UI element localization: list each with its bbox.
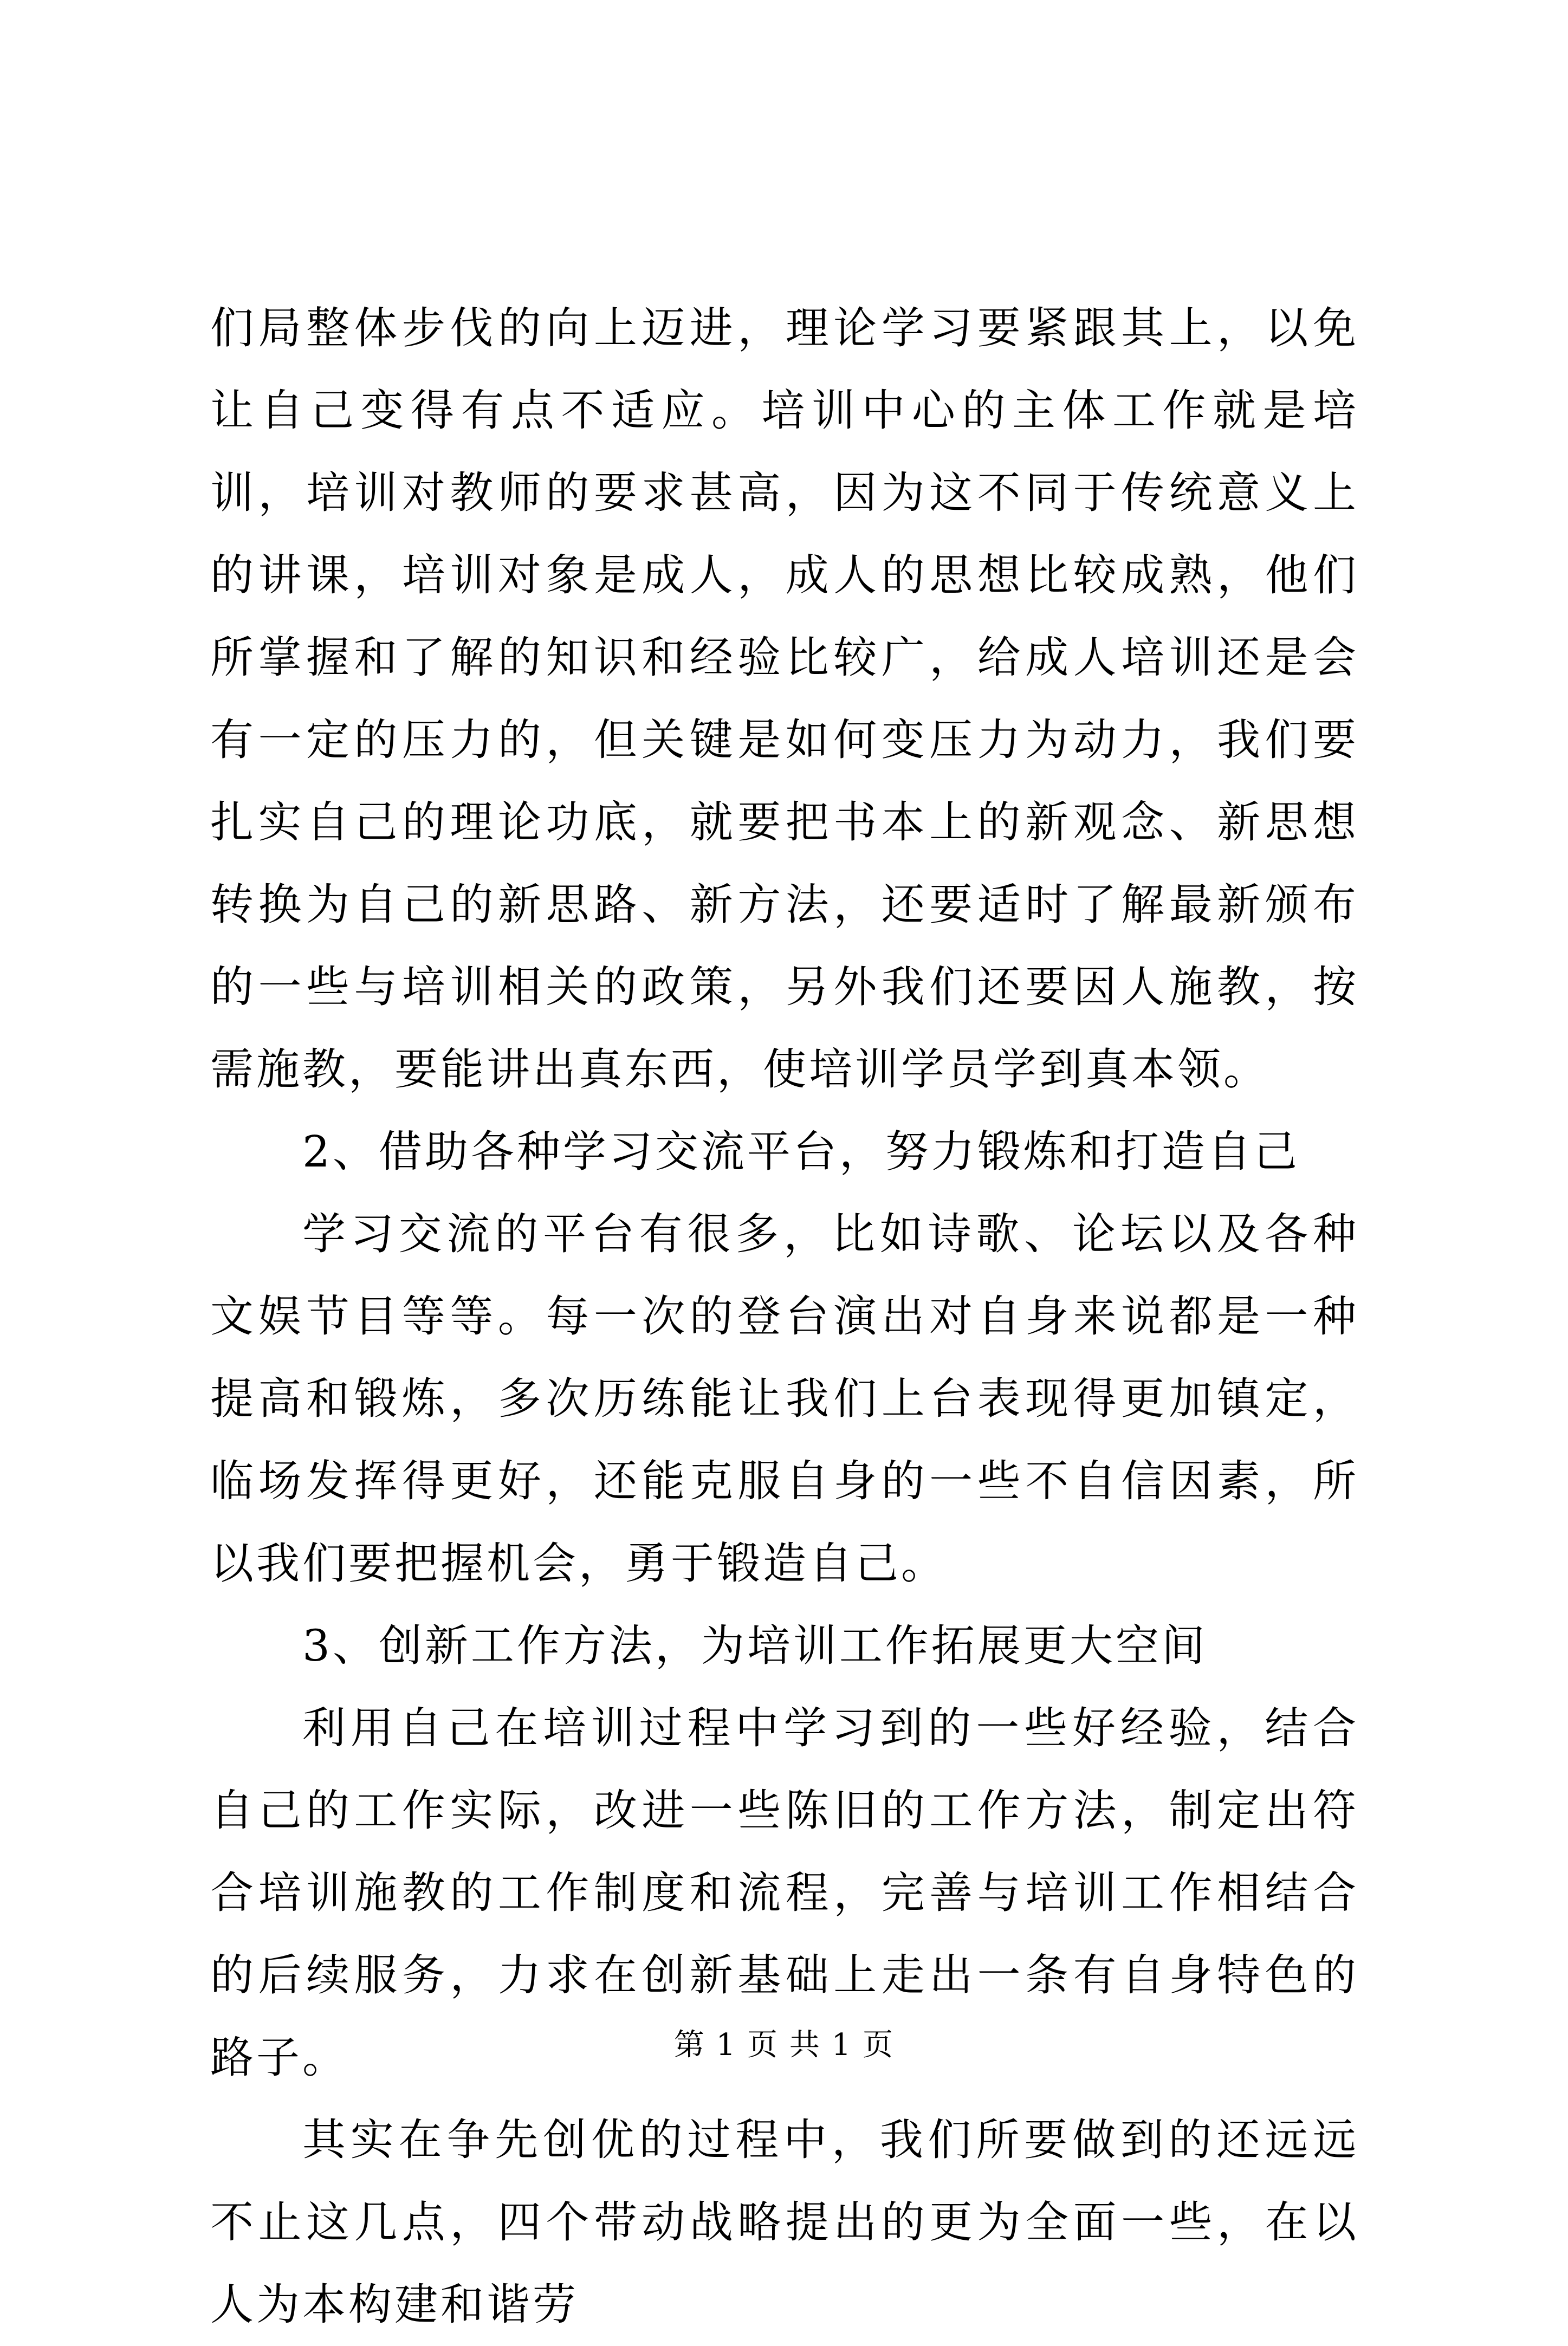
body-paragraph-2: 学习交流的平台有很多，比如诗歌、论坛以及各种文娱节目等等。每一次的登台演出对自身来说都是一种提高和锻炼，多次历练能让我们上台表现得更加镇定，临场发挥得更好，还能克服自身的一些不自信因素，所以我们要把握机会，勇于锻造自己。: [210, 1209, 1359, 1589]
page-number-footer: 第 1 页 共 1 页: [673, 2027, 895, 2063]
body-paragraph-3: 利用自己在培训过程中学习到的一些好经验，结合自己的工作实际，改进一些陈旧的工作方法，制定出符合培训施教的工作制度和流程，完善与培训工作相结合的后续服务，力求在创新基础上走出一条有自身特色的路子。: [210, 1703, 1359, 2083]
body-paragraph-4: 其实在争先创优的过程中，我们所要做到的还远远不止这几点，四个带动战略提出的更为全面一些，在以人为本构建和谐劳: [210, 2115, 1359, 2330]
body-paragraph-1: 们局整体步伐的向上迈进，理论学习要紧跟其上，以免让自己变得有点不适应。培训中心的主体工作就是培训，培训对教师的要求甚高，因为这不同于传统意义上的讲课，培训对象是成人，成人的思想比较成熟，他们所掌握和了解的知识和经验比较广，给成人培训还是会有一定的压力的，但关键是如何变压力为动力，我们要扎实自己的理论功底，就要把书本上的新观念、新思想转换为自己的新思路、新方法，还要适时了解最新颁布的一些与培训相关的政策，另外我们还要因人施教，按需施教，要能讲出真东西，使培训学员学到真本领。: [210, 303, 1359, 1094]
section-heading-2: 2、借助各种学习交流平台，努力锻炼和打造自己: [302, 1126, 1300, 1177]
section-heading-3: 3、创新工作方法，为培训工作拓展更大空间: [302, 1621, 1208, 1671]
